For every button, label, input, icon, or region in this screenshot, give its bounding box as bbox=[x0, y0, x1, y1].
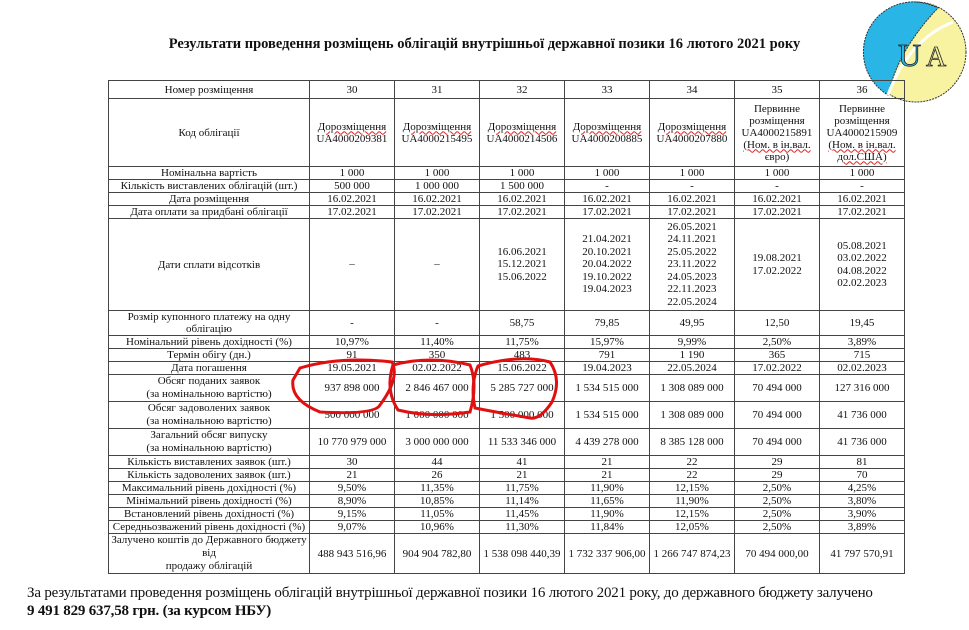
table-cell: 41 736 000 bbox=[820, 402, 905, 429]
row-label: Дата погашення bbox=[109, 362, 310, 375]
bond-code-cell bbox=[310, 99, 395, 167]
bond-code-line: UA4000215891 bbox=[741, 126, 813, 139]
table-row bbox=[109, 375, 905, 402]
table-cell: 17.02.2021 bbox=[735, 206, 820, 219]
table-cell: 58,75 bbox=[480, 311, 565, 336]
table-cell: 41 736 000 bbox=[820, 429, 905, 456]
bond-code-line: Дорозміщення bbox=[657, 120, 727, 133]
table-cell: 500 000 000 bbox=[310, 402, 395, 429]
table-cell: 3,89% bbox=[820, 336, 905, 349]
table-cell: - bbox=[735, 180, 820, 193]
summary-text: За результатами проведення розміщень облігацій внутрішньої державної позики 16 лютого 2021 року, до державного бюджету залучено bbox=[27, 585, 873, 601]
row-label: Кількість виставлених облігацій (шт.) bbox=[109, 180, 310, 193]
table-cell: 12,15% bbox=[650, 482, 735, 495]
table-cell: 11,90% bbox=[565, 482, 650, 495]
table-row bbox=[109, 167, 905, 180]
table-row bbox=[109, 193, 905, 206]
table-row bbox=[109, 456, 905, 469]
bond-code-cell bbox=[565, 99, 650, 167]
table-cell: 1 732 337 906,00 bbox=[565, 534, 650, 574]
table-cell: 16.02.2021 bbox=[310, 193, 395, 206]
table-cell: 49,95 bbox=[650, 311, 735, 336]
table-cell: 10,85% bbox=[395, 495, 480, 508]
table-cell: 1 000 000 bbox=[395, 180, 480, 193]
table-cell: 10,97% bbox=[310, 336, 395, 349]
table-cell: 19.08.2021 17.02.2022 bbox=[735, 219, 820, 311]
table-cell: 365 bbox=[735, 349, 820, 362]
table-cell: 17.02.2021 bbox=[565, 206, 650, 219]
table-cell: 21 bbox=[565, 456, 650, 469]
table-cell: 21 bbox=[480, 469, 565, 482]
table-cell: 11,30% bbox=[480, 521, 565, 534]
table-cell: 30 bbox=[310, 456, 395, 469]
table-row bbox=[109, 469, 905, 482]
placement-number: 32 bbox=[480, 81, 565, 99]
table-cell: – bbox=[395, 219, 480, 311]
table-cell: 791 bbox=[565, 349, 650, 362]
table-cell: 15.06.2022 bbox=[480, 362, 565, 375]
row-label: Залучено коштів до Державного бюджету від продажу облігацій bbox=[109, 534, 310, 574]
table-cell: 11,75% bbox=[480, 482, 565, 495]
bond-code-line: (Ном. в ін.вал. bbox=[828, 138, 896, 151]
table-cell: 1 000 bbox=[650, 167, 735, 180]
table-cell: 11,75% bbox=[480, 336, 565, 349]
table-cell: 70 494 000,00 bbox=[735, 534, 820, 574]
table-row bbox=[109, 495, 905, 508]
table-row bbox=[109, 180, 905, 193]
placement-number: 33 bbox=[565, 81, 650, 99]
table-cell: 11,45% bbox=[480, 508, 565, 521]
bond-code-line: UA4000209381 bbox=[316, 132, 388, 145]
table-row bbox=[109, 349, 905, 362]
table-cell: 1 000 bbox=[565, 167, 650, 180]
placement-number: 35 bbox=[735, 81, 820, 99]
table-cell: 2,50% bbox=[735, 521, 820, 534]
table-cell: 2 846 467 000 bbox=[395, 375, 480, 402]
table-cell: 1 534 515 000 bbox=[565, 375, 650, 402]
table-cell: 12,05% bbox=[650, 521, 735, 534]
bond-code-line: розміщення bbox=[834, 114, 890, 127]
table-row bbox=[109, 311, 905, 336]
table-cell: 17.02.2021 bbox=[395, 206, 480, 219]
table-cell: 1 266 747 874,23 bbox=[650, 534, 735, 574]
table-row bbox=[109, 508, 905, 521]
row-label: Дата оплати за придбані облігації bbox=[109, 206, 310, 219]
table-cell: 21 bbox=[310, 469, 395, 482]
table-cell: 12,50 bbox=[735, 311, 820, 336]
table-cell: 483 bbox=[480, 349, 565, 362]
table-cell: 1 000 bbox=[395, 167, 480, 180]
bond-code-cell bbox=[650, 99, 735, 167]
bond-code-line: Дорозміщення bbox=[572, 120, 642, 133]
table-cell: 91 bbox=[310, 349, 395, 362]
svg-text:A: A bbox=[926, 42, 947, 73]
table-cell: 9,50% bbox=[310, 482, 395, 495]
table-row bbox=[109, 336, 905, 349]
table-row bbox=[109, 534, 905, 574]
table-cell: 11,84% bbox=[565, 521, 650, 534]
table-cell: 1 190 bbox=[650, 349, 735, 362]
bond-code-line: UA4000200885 bbox=[571, 132, 643, 145]
placement-number: 31 bbox=[395, 81, 480, 99]
table-cell: 05.08.2021 03.02.2022 04.08.2022 02.02.2023 bbox=[820, 219, 905, 311]
svg-text:U: U bbox=[898, 37, 922, 73]
table-cell: 1 000 bbox=[735, 167, 820, 180]
table-cell: 11,35% bbox=[395, 482, 480, 495]
table-cell: 1 308 089 000 bbox=[650, 375, 735, 402]
table-cell: 81 bbox=[820, 456, 905, 469]
table-cell: 3 000 000 000 bbox=[395, 429, 480, 456]
table-cell: 2,50% bbox=[735, 495, 820, 508]
bond-code-line: Первинне bbox=[753, 102, 801, 115]
table-row bbox=[109, 521, 905, 534]
row-label: Дати сплати відсотків bbox=[109, 219, 310, 311]
table-cell: 11 533 346 000 bbox=[480, 429, 565, 456]
table-cell: 5 285 727 000 bbox=[480, 375, 565, 402]
table-cell: 41 bbox=[480, 456, 565, 469]
table-cell: 22 bbox=[650, 469, 735, 482]
table-cell: 12,15% bbox=[650, 508, 735, 521]
row-label: Встановлений рівень дохідності (%) bbox=[109, 508, 310, 521]
table-cell: 1 538 098 440,39 bbox=[480, 534, 565, 574]
bond-code-line: євро) bbox=[764, 150, 790, 163]
table-cell: 02.02.2023 bbox=[820, 362, 905, 375]
placement-number: 36 bbox=[820, 81, 905, 99]
bond-code-line: Дорозміщення bbox=[487, 120, 557, 133]
code-row bbox=[109, 99, 905, 167]
table-cell: - bbox=[310, 311, 395, 336]
table-cell: 1 000 bbox=[310, 167, 395, 180]
bond-code-line: Первинне bbox=[838, 102, 886, 115]
table-cell: 1 000 000 000 bbox=[395, 402, 480, 429]
row-label: Мінімальний рівень дохідності (%) bbox=[109, 495, 310, 508]
table-cell: 17.02.2021 bbox=[480, 206, 565, 219]
table-cell: 3,89% bbox=[820, 521, 905, 534]
table-cell: - bbox=[650, 180, 735, 193]
table-cell: - bbox=[820, 180, 905, 193]
table-cell: 11,90% bbox=[565, 508, 650, 521]
bond-code-line: UA4000215909 bbox=[826, 126, 898, 139]
placement-number: 34 bbox=[650, 81, 735, 99]
table-cell: 10,96% bbox=[395, 521, 480, 534]
table-cell: 1 000 bbox=[820, 167, 905, 180]
table-cell: 16.02.2021 bbox=[480, 193, 565, 206]
bond-code-cell bbox=[395, 99, 480, 167]
bond-code-line: UA4000215495 bbox=[401, 132, 473, 145]
bond-code-line: (Ном. в ін.вал. bbox=[743, 138, 811, 151]
table-cell: 488 943 516,96 bbox=[310, 534, 395, 574]
table-cell: 1 308 089 000 bbox=[650, 402, 735, 429]
row-label: Розмір купонного платежу на одну облігацію bbox=[109, 311, 310, 336]
table-cell: 1 000 bbox=[480, 167, 565, 180]
row-label: Номінальна вартість bbox=[109, 167, 310, 180]
table-cell: 16.02.2021 bbox=[820, 193, 905, 206]
table-cell: 9,15% bbox=[310, 508, 395, 521]
table-cell: 4,25% bbox=[820, 482, 905, 495]
table-cell: 3,90% bbox=[820, 508, 905, 521]
table-cell: 26.05.2021 24.11.2021 25.05.2022 23.11.2022 24.05.2023 22.11.2023 22.05.2024 bbox=[650, 219, 735, 311]
table-cell: 16.02.2021 bbox=[650, 193, 735, 206]
table-cell: 2,50% bbox=[735, 508, 820, 521]
table-cell: 715 bbox=[820, 349, 905, 362]
row-label: Максимальний рівень дохідності (%) bbox=[109, 482, 310, 495]
table-cell: 11,05% bbox=[395, 508, 480, 521]
bond-placement-table bbox=[108, 80, 905, 574]
table-cell: 21.04.2021 20.10.2021 20.04.2022 19.10.2022 19.04.2023 bbox=[565, 219, 650, 311]
table-cell: - bbox=[395, 311, 480, 336]
table-cell: 350 bbox=[395, 349, 480, 362]
table-cell: 19,45 bbox=[820, 311, 905, 336]
table-cell: 16.02.2021 bbox=[735, 193, 820, 206]
summary-note bbox=[27, 584, 873, 620]
table-cell: 127 316 000 bbox=[820, 375, 905, 402]
bond-code-line: дол.США) bbox=[837, 150, 887, 163]
table-cell: 15,97% bbox=[565, 336, 650, 349]
table-cell: 70 494 000 bbox=[735, 402, 820, 429]
row-label: Кількість виставлених заявок (шт.) bbox=[109, 456, 310, 469]
table-cell: 9,99% bbox=[650, 336, 735, 349]
table-row bbox=[109, 219, 905, 311]
table-cell: 11,40% bbox=[395, 336, 480, 349]
table-cell: 11,90% bbox=[650, 495, 735, 508]
table-cell: 17.02.2021 bbox=[650, 206, 735, 219]
table-cell: 8 385 128 000 bbox=[650, 429, 735, 456]
placement-number: 30 bbox=[310, 81, 395, 99]
table-cell: 41 797 570,91 bbox=[820, 534, 905, 574]
table-cell: 29 bbox=[735, 469, 820, 482]
table-cell: 11,65% bbox=[565, 495, 650, 508]
table-cell: 11,14% bbox=[480, 495, 565, 508]
table-cell: 1 500 000 000 bbox=[480, 402, 565, 429]
bond-code-cell bbox=[820, 99, 905, 167]
table-cell: 17.02.2021 bbox=[310, 206, 395, 219]
row-label: Номер розміщення bbox=[109, 81, 310, 99]
summary-amount: 9 491 829 637,58 грн. bbox=[27, 603, 160, 619]
row-label: Код облігації bbox=[109, 99, 310, 167]
summary-suffix: (за курсом НБУ) bbox=[159, 603, 272, 619]
table-cell: 22.05.2024 bbox=[650, 362, 735, 375]
row-label: Загальний обсяг випуску (за номінальною вартістю) bbox=[109, 429, 310, 456]
table-cell: 79,85 bbox=[565, 311, 650, 336]
table-cell: 17.02.2022 bbox=[735, 362, 820, 375]
table-cell: 70 bbox=[820, 469, 905, 482]
table-cell: 937 898 000 bbox=[310, 375, 395, 402]
table-cell: 21 bbox=[565, 469, 650, 482]
bond-code-line: UA4000207880 bbox=[656, 132, 728, 145]
table-cell: 500 000 bbox=[310, 180, 395, 193]
table-cell: 16.02.2021 bbox=[565, 193, 650, 206]
bond-code-line: UA4000214506 bbox=[486, 132, 558, 145]
row-label: Термін обігу (дн.) bbox=[109, 349, 310, 362]
table-cell: 19.05.2021 bbox=[310, 362, 395, 375]
table-cell: 16.06.2021 15.12.2021 15.06.2022 bbox=[480, 219, 565, 311]
table-cell: 29 bbox=[735, 456, 820, 469]
row-label: Кількість задоволених заявок (шт.) bbox=[109, 469, 310, 482]
table-cell: - bbox=[565, 180, 650, 193]
row-label: Середньозважений рівень дохідності (%) bbox=[109, 521, 310, 534]
row-label: Обсяг задоволених заявок (за номінальною вартістю) bbox=[109, 402, 310, 429]
row-label: Обсяг поданих заявок (за номінальною вартістю) bbox=[109, 375, 310, 402]
table-cell: 4 439 278 000 bbox=[565, 429, 650, 456]
table-row bbox=[109, 362, 905, 375]
table-cell: 22 bbox=[650, 456, 735, 469]
bond-code-cell bbox=[480, 99, 565, 167]
table-cell: 3,80% bbox=[820, 495, 905, 508]
table-cell: 17.02.2021 bbox=[820, 206, 905, 219]
table-cell: 02.02.2022 bbox=[395, 362, 480, 375]
table-cell: 44 bbox=[395, 456, 480, 469]
bond-code-line: розміщення bbox=[749, 114, 805, 127]
table-row bbox=[109, 206, 905, 219]
table-cell: 9,07% bbox=[310, 521, 395, 534]
table-cell: 1 500 000 bbox=[480, 180, 565, 193]
row-label: Номінальний рівень дохідності (%) bbox=[109, 336, 310, 349]
table-cell: 1 534 515 000 bbox=[565, 402, 650, 429]
table-cell: 26 bbox=[395, 469, 480, 482]
table-row bbox=[109, 402, 905, 429]
table-cell: 19.04.2023 bbox=[565, 362, 650, 375]
bond-code-line: Дорозміщення bbox=[317, 120, 387, 133]
table-cell: 10 770 979 000 bbox=[310, 429, 395, 456]
table-row bbox=[109, 429, 905, 456]
table-cell: 70 494 000 bbox=[735, 375, 820, 402]
table-cell: 904 904 782,80 bbox=[395, 534, 480, 574]
table-row bbox=[109, 482, 905, 495]
table-cell: 8,90% bbox=[310, 495, 395, 508]
bond-code-line: Дорозміщення bbox=[402, 120, 472, 133]
table-cell: 16.02.2021 bbox=[395, 193, 480, 206]
table-cell: – bbox=[310, 219, 395, 311]
header-row bbox=[109, 81, 905, 99]
table-cell: 70 494 000 bbox=[735, 429, 820, 456]
table-cell: 2,50% bbox=[735, 336, 820, 349]
table-cell: 2,50% bbox=[735, 482, 820, 495]
bond-code-cell bbox=[735, 99, 820, 167]
document-title: Результати проведення розміщень облігацій внутрішньої державної позики 16 лютого 2021 року bbox=[168, 36, 801, 52]
row-label: Дата розміщення bbox=[109, 193, 310, 206]
